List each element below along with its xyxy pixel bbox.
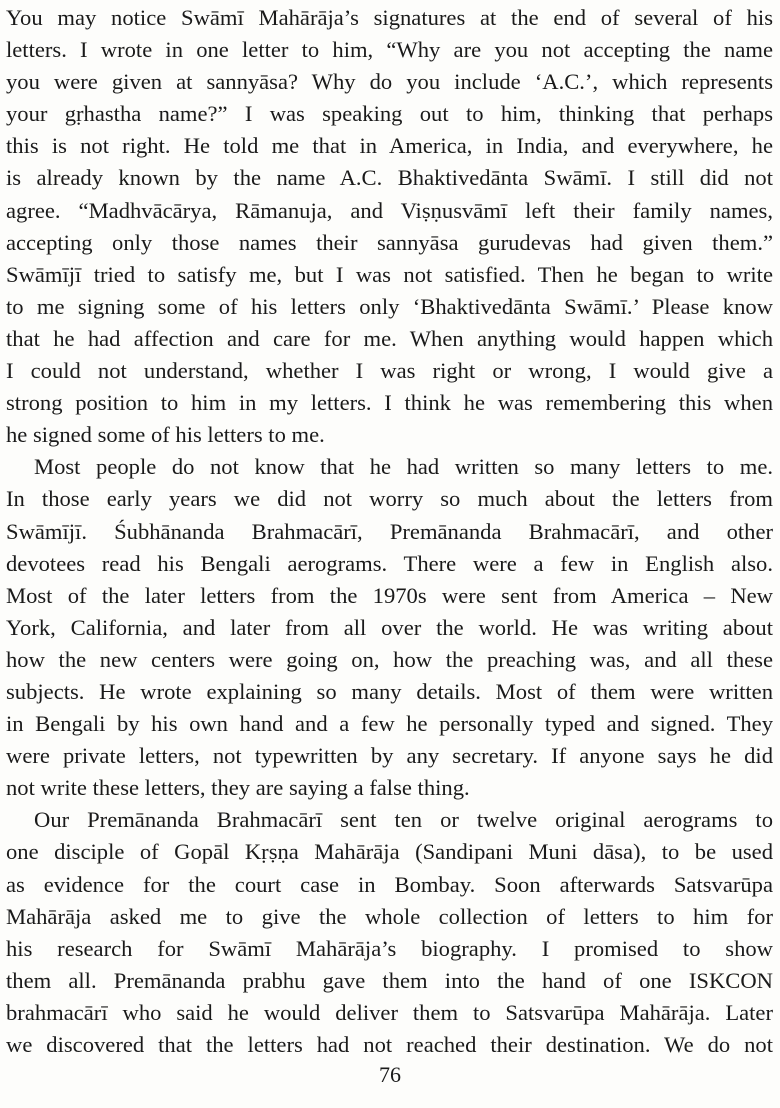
- text-line: Most people do not know that he had written so many letters to me.: [34, 454, 773, 480]
- text-line: how the new centers were going on, how the preaching was, and all these: [6, 646, 773, 672]
- text-line: agree. “Madhvācārya, Rāmanuja, and Viṣṇusvāmī left their family names,: [6, 197, 773, 223]
- text-line: you were given at sannyāsa? Why do you include ‘A.C.’, which represents: [6, 69, 773, 95]
- text-line: strong position to him in my letters. I think he was remembering this when: [6, 390, 773, 416]
- text-line: in Bengali by his own hand and a few he personally typed and signed. They: [6, 711, 773, 737]
- text-line: is already known by the name A.C. Bhaktivedānta Swāmī. I still did not: [6, 165, 773, 191]
- text-line: Our Premānanda Brahmacārī sent ten or twelve original aerograms to: [34, 807, 773, 833]
- text-line: accepting only those names their sannyāsa gurudevas had given them.”: [6, 229, 773, 255]
- text-line: In those early years we did not worry so much about the letters from: [6, 486, 773, 512]
- page-number: 76: [379, 1062, 401, 1087]
- text-line: your gṛhastha name?” I was speaking out to him, thinking that perhaps: [6, 101, 773, 127]
- text-line: not write these letters, they are saying a false thing.: [6, 775, 470, 801]
- text-line: devotees read his Bengali aerograms. There were a few in English also.: [6, 550, 773, 576]
- text-line: letters. I wrote in one letter to him, “Why are you not accepting the name: [6, 37, 773, 63]
- text-line: Swāmījī. Śubhānanda Brahmacārī, Premānanda Brahmacārī, and other: [6, 518, 773, 544]
- paragraph-2: [6, 451, 773, 804]
- text-line: them all. Premānanda prabhu gave them into the hand of one ISKCON: [6, 967, 773, 993]
- body-text: [6, 2, 773, 1061]
- text-line: Swāmījī tried to satisfy me, but I was not satisfied. Then he began to write: [6, 261, 773, 287]
- text-line: were private letters, not typewritten by any secretary. If anyone says he did: [6, 743, 773, 769]
- text-line: we discovered that the letters had not reached their destination. We do not: [6, 1032, 773, 1057]
- text-line: his research for Swāmī Mahārāja’s biography. I promised to show: [6, 935, 773, 961]
- text-line: You may notice Swāmī Mahārāja’s signatures at the end of several of his: [6, 5, 773, 30]
- text-line: brahmacārī who said he would deliver them to Satsvarūpa Mahārāja. Later: [6, 999, 773, 1025]
- text-line: one disciple of Gopāl Kṛṣṇa Mahārāja (Sandipani Muni dāsa), to be used: [6, 839, 773, 865]
- text-line: this is not right. He told me that in America, in India, and everywhere, he: [6, 133, 773, 159]
- text-line: as evidence for the court case in Bombay. Soon afterwards Satsvarūpa: [6, 871, 773, 897]
- text-line: I could not understand, whether I was right or wrong, I would give a: [6, 358, 773, 384]
- paragraph-3: [6, 804, 773, 1061]
- text-line: that he had affection and care for me. When anything would happen which: [6, 325, 773, 351]
- text-line: to me signing some of his letters only ‘Bhaktivedānta Swāmī.’ Please know: [6, 293, 773, 319]
- text-line: Most of the later letters from the 1970s were sent from America – New: [6, 582, 773, 608]
- text-line: he signed some of his letters to me.: [6, 422, 325, 448]
- text-line: York, California, and later from all over the world. He was writing about: [6, 614, 773, 640]
- text-line: subjects. He wrote explaining so many details. Most of them were written: [6, 678, 773, 704]
- paragraph-1: [6, 2, 773, 451]
- text-line: Mahārāja asked me to give the whole collection of letters to him for: [6, 903, 773, 929]
